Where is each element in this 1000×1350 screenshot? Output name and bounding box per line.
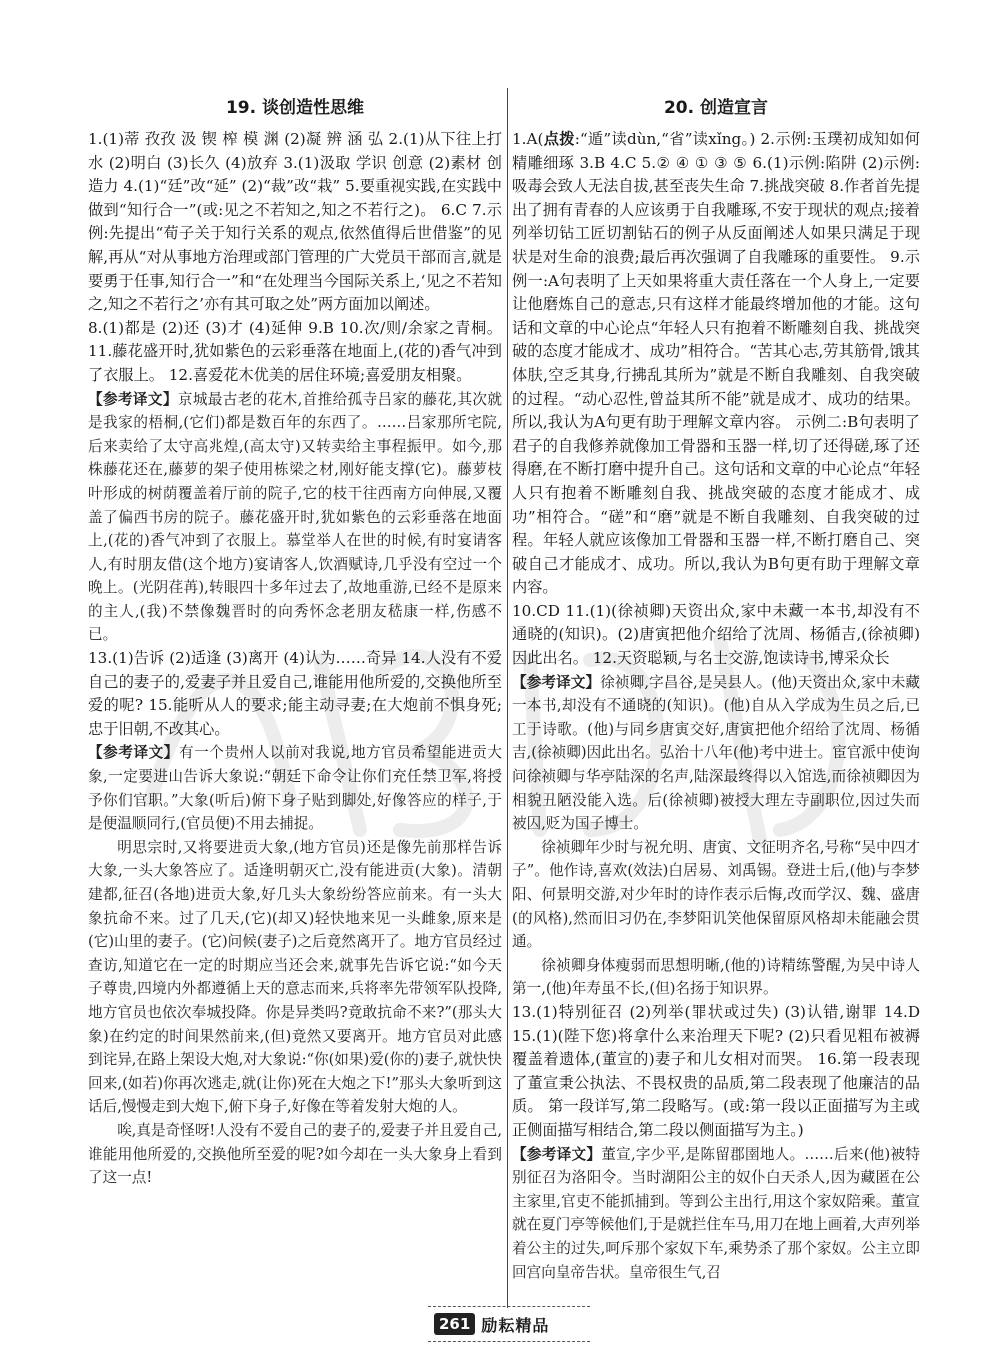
- page-number: 261: [434, 1313, 475, 1335]
- answers-1-9: [512, 128, 920, 600]
- section-title-20: 20. 创造宣言: [663, 98, 769, 118]
- reference-text: 京城最古老的花木,首推给孤寺吕家的藤花,其次就是我家的梧桐,(它们)都是数百年的东西了。……吕家那所宅院,后来卖给了太守高兆煌,(高太守)又转卖给主事程振甲。如今,那株藤花还在,藤萝的架子使用栋梁之材,刚好能支撑(它)。藤萝枝叶形成的树荫覆盖着厅前的院子,它的枝干往西南方向伸展,又覆盖了偏西书房的院子。藤花盛开时,犹如紫色的云彩垂落在地面上,(花的)香气冲到了衣服上。慕堂举人在世的时候,有时宴请客人,有时朋友借(这个地方)宴请客人,饮酒赋诗,几乎没有空过一个晚上。(光阴荏苒),转眼四十多年过去了,故地重游,已经不是原来的主人,(我)不禁像魏晋时的向秀怀念老朋友嵇康一样,伤感不已。: [88, 390, 502, 644]
- right-column: [512, 90, 920, 1284]
- reference-paragraph: 徐祯卿年少时与祝允明、唐寅、文征明齐名,号称“吴中四才子”。他作诗,喜欢(效法)白居易、刘禹锡。登进士后,(他)与李梦阳、何景明交游,对少年时的诗作表示后悔,改而学汉、魏、盛唐(的风格),然而旧习仍在,李梦阳讥笑他保留原风格却未能融会贯通。: [512, 838, 920, 951]
- reference-label: 【参考译文】: [88, 744, 179, 762]
- reference-translation-1: [512, 671, 920, 836]
- answers-13-16: 13.(1)特别征召 (2)列举(罪状或过失) (3)认错,谢罪 14.D 15.(1)(陛下您)将拿什么来治理天下呢? (2)只看见粗布被褥覆盖着遗体,(董宣的)妻子和儿女相对而哭。 16.第一段表现了董宣秉公执法、不畏权贵的品质,第二段表现了他廉洁的品质。 第一段详写,第二段略写。(或:第一段以正面描写为主或正侧面描写相结合,第二段以侧面描写为主。): [512, 1002, 920, 1139]
- tip-label: 点拨: [543, 130, 575, 148]
- brand-logo-text: 励耘精品: [481, 1315, 550, 1335]
- answers-13-15: 13.(1)告诉 (2)适逢 (3)离开 (4)认为……奇异 14.人没有不爱自己的妻子的,爱妻子并且爱自己,谁能用他所爱的,交换他所至爱的呢? 15.能听从人的要求;能主动寻妻;在大炮前不惧身死;忠于旧朝,不改其心。: [88, 649, 502, 738]
- reference-paragraph: 唉,真是奇怪呀!人没有不爱自己的妻子的,爱妻子并且爱自己,谁能用他所爱的,交换他所至爱的呢?如今却在一头大象身上看到了这一点!: [88, 1121, 502, 1187]
- reference-label: 【参考译文】: [512, 673, 601, 691]
- reference-translation-2: [512, 1143, 920, 1285]
- reference-label: 【参考译文】: [88, 390, 178, 408]
- page-footer: [428, 1306, 590, 1342]
- left-column: [88, 90, 502, 1190]
- section-title-19: 19. 谈创造性思维: [225, 98, 365, 118]
- reference-translation-1: [88, 388, 502, 648]
- reference-text: 董宣,字少平,是陈留郡圉地人。……后来(他)被特别征召为洛阳令。当时湖阳公主的奴仆白天杀人,因为藏匿在公主家里,官吏不能抓捕到。等到公主出行,用这个家奴陪乘。董宣就在夏门亭等候他们,于是就拦住车马,用刀在地上画着,大声列举着公主的过失,呵斥那个家奴下车,乘势杀了那个家奴。公主立即回宫向皇帝告状。皇帝很生气,召: [512, 1145, 920, 1281]
- reference-text: 有一个贵州人以前对我说,地方官员希望能进贡大象,一定要进山告诉大象说:“朝廷下命令让你们充任禁卫军,将授予你们官职。”大象(听后)俯下身子贴到脚处,好像答应的样子,于是便温顺同行,(官员便)不用去捕捉。: [88, 744, 502, 833]
- answers-1-7: 1.(1)蒂 孜孜 汲 锲 榨 模 渊 (2)凝 辨 涵 弘 2.(1)从下往上打水 (2)明白 (3)长久 (4)放弃 3.(1)汲取 学识 创意 (2)素材 创造力 4.(1)“廷”改“延” (2)“裁”改“栽” 5.要重视实践,在实践中做到“知行合一”(或:见之不若知之,知之不若行之)。 6.C 7.示例:先提出“荀子关于知行关系的观点,依然值得后世借鉴”的见解,再从“对从事地方治理或部门管理的广大党员干部而言,就是要勇于任事,知行合一”和“在处理当今国际关系上,‘见之不若知之,知之不若行之’亦有其可取之处”两方面加以阐述。: [88, 130, 502, 314]
- reference-label: 【参考译文】: [512, 1145, 602, 1163]
- answers-10-12: 10.CD 11.(1)(徐祯卿)天资出众,家中未藏一本书,却没有不通晓的(知识)。(2)唐寅把他介绍给了沈周、杨循吉,(徐祯卿)因此出名。 12.天资聪颖,与名士交游,饱读诗书,博采众长: [512, 601, 920, 668]
- reference-paragraph: 徐祯卿身体瘦弱而思想明晰,(他的)诗精练警醒,为吴中诗人第一,(他)年寿虽不长,(但)名扬于知识界。: [512, 956, 920, 998]
- reference-paragraph: 明思宗时,又将要进贡大象,(地方官员)还是像先前那样告诉大象,一头大象答应了。适逢明朝灭亡,没有能进贡(大象)。清朝建都,征召(各地)进贡大象,好几头大象纷纷答应前来。有一头大象抗命不来。过了几天,(它)(却又)轻快地来见一头雌象,原来是(它)山里的妻子。(它)问候(妻子)之后竟然离开了。地方官员经过查访,知道它在一定的时期应当还会来,就事先告诉它说:“如今天子尊贵,四境内外都遵循上天的意志而来,兵将率先带领军队投降,地方官员也依次奉城投降。你是异类吗?竟敢抗命不来?”(那头大象)在约定的时间果然前来,(但)竟然又要离开。地方官员对此感到诧异,在路上架设大炮,对大象说:“你(如果)爱(你的)妻子,就快快回来,(如若)你再次逃走,就(让你)死在大炮之下!”那头大象听到这话后,慢慢走到大炮下,俯下身子,好像在等着发射大炮的人。: [88, 838, 502, 1116]
- reference-translation-2: [88, 741, 502, 835]
- answers-8-12: 8.(1)都是 (2)还 (3)才 (4)延伸 9.B 10.次/则/余家之青桐。 11.藤花盛开时,犹如紫色的云彩垂落在地面上,(花的)香气冲到了衣服上。 12.喜爱花木优美的居住环境;喜爱朋友相聚。: [88, 318, 502, 384]
- answer-text: :“遁”读dùn,“省”读xǐng。) 2.示例:玉璞初成知如何精雕细琢 3.B 4.C 5.② ④ ① ③ ⑤ 6.(1)示例:陷阱 (2)示例:吸毒会致人无法自拔,甚至丧失生命 7.挑战突破 8.作者首先提出了拥有青春的人应该勇于自我雕琢,不安于现状的观点;接着列举切钻工匠切割钻石的例子从反面阐述人如果只满足于现状是对生命的浪费;最后再次强调了自我雕琢的重要性。 9.示例一:A句表明了上天如果将重大责任落在一个人身上,一定要让他磨炼自己的意志,只有这样才能最终增加他的才能。这句话和文章的中心论点“年轻人只有抱着不断雕刻自我、挑战突破的态度才能成才、成功”相符合。“苦其心志,劳其筋骨,饿其体肤,空乏其身,行拂乱其所为”就是不断自我雕刻、自我突破的过程。“动心忍性,曾益其所不能”就是成才、成功的结果。所以,我认为A句更有助于理解文章内容。 示例二:B句表明了君子的自我修养就像加工骨器和玉器一样,切了还得磋,琢了还得磨,在不断打磨中提升自己。这句话和文章的中心论点“年轻人只有抱着不断雕刻自我、挑战突破的态度才能成才、成功”相符合。“磋”和“磨”就是不断自我雕刻、自我突破的过程。年轻人就应该像加工骨器和玉器一样,不断打磨自己、突破自己才能成才、成功。所以,我认为B句更有助于理解文章内容。: [512, 130, 920, 597]
- reference-text: 徐祯卿,字昌谷,是吴县人。(他)天资出众,家中未藏一本书,却没有不通晓的(知识)。(他)自从入学成为生员之后,已工于诗歌。(他)与同乡唐寅交好,唐寅把他介绍给了沈周、杨循吉,(徐祯卿)因此出名。弘治十八年(他)考中进士。宦官派中使询问徐祯卿与华亭陆深的名声,陆深最终得以入馆选,而徐祯卿因为相貌丑陋没能入选。后(徐祯卿)被授大理左寺副职位,因过失而被囚,贬为国子博士。: [512, 673, 920, 833]
- answer-prefix: 1.A(: [512, 130, 544, 148]
- column-divider: [507, 88, 508, 1308]
